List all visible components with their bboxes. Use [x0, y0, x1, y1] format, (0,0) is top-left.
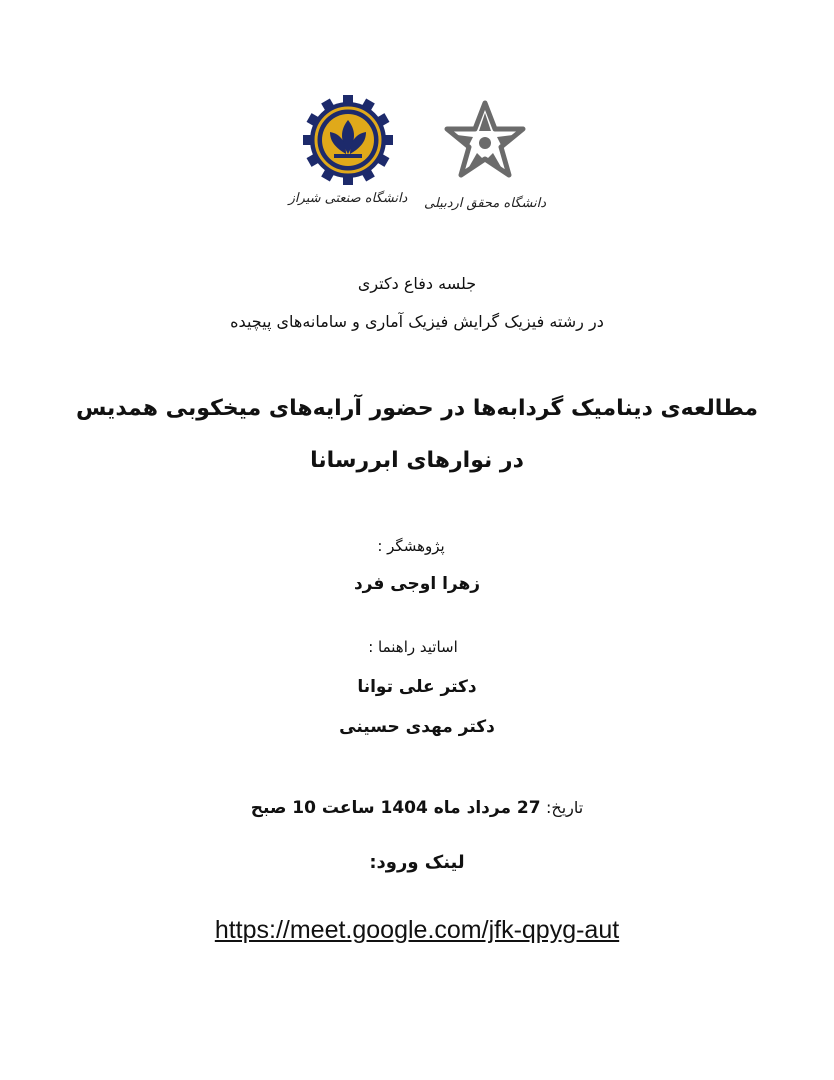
link-label: لینک ورود: [369, 852, 465, 873]
shiraz-university-logo [283, 95, 413, 235]
date-value: 27 مرداد ماه 1404 ساعت 10 صبح [250, 798, 541, 818]
date-label: تاریخ: [546, 798, 584, 817]
field-of-study: در رشته فیزیک گرایش فیزیک آماری و سامانه‌های پیچیده [230, 312, 604, 331]
session-heading: جلسه دفاع دکتری [357, 274, 477, 293]
meeting-link[interactable]: https://meet.google.com/jfk-qpyg-aut [214, 916, 620, 944]
shiraz-logo-caption: دانشگاه صنعتی شیراز [288, 191, 408, 206]
supervisors-label: اساتید راهنما : [368, 638, 458, 656]
thesis-title-line-1: مطالعه‌ی دینامیک گردابه‌ها در حضور آرایه‌های میخکوبی همدیس [75, 396, 759, 421]
defense-date [0, 798, 834, 818]
thesis-title-line-2: در نوارهای ابررسانا [310, 448, 524, 473]
researcher-label: پژوهشگر : [377, 537, 445, 555]
ardabili-logo-caption: دانشگاه محقق اردبیلی [424, 196, 546, 211]
star-emblem-icon [435, 95, 535, 190]
logos-row [0, 95, 834, 235]
researcher-name: زهرا اوجی فرد [353, 574, 481, 594]
supervisor-name-2: دکتر مهدی حسینی [339, 717, 495, 737]
ardabili-university-logo [420, 95, 550, 235]
gear-emblem-icon [303, 95, 393, 185]
supervisor-name-1: دکتر علی توانا [357, 677, 477, 697]
